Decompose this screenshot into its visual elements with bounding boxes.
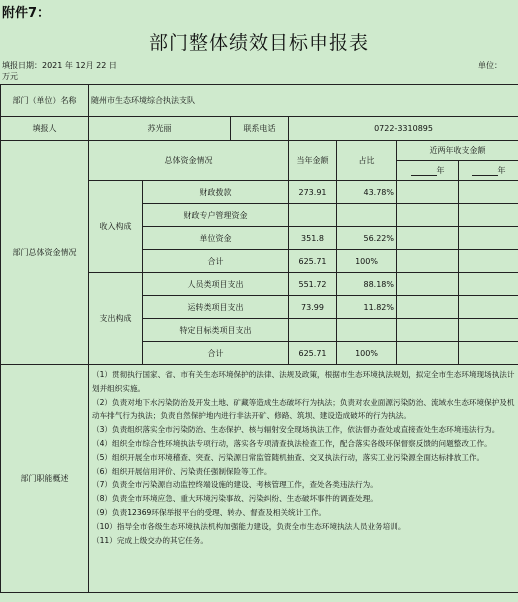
- expense-row-amount: [289, 319, 337, 342]
- funds-section-label: 部门总体资金情况: [1, 141, 89, 365]
- current-amount-header: 当年金额: [289, 141, 337, 181]
- empty-cell: [459, 319, 518, 342]
- empty-cell: [397, 273, 459, 296]
- expense-row-name: 合计: [143, 342, 289, 365]
- duty-item: （10）指导全市各级生态环境执法机构加强能力建设，负责全市生态环境执法人员业务培训。: [92, 521, 406, 531]
- expense-row-share: 100%: [337, 342, 397, 365]
- duty-item: （6）组织开展信用评价、污染责任强制保险等工作。: [92, 466, 272, 476]
- expense-label: 支出构成: [89, 273, 143, 365]
- phone-label: 联系电话: [231, 117, 289, 141]
- recent-years-header: 近两年收支金额: [397, 141, 518, 161]
- expense-row-share: 88.18%: [337, 273, 397, 296]
- duties-text: [89, 365, 518, 593]
- unit-label: 单位：: [478, 61, 502, 70]
- expense-row-share: [337, 319, 397, 342]
- empty-cell: [459, 204, 518, 227]
- share-header: 占比: [337, 141, 397, 181]
- expense-row-amount: 551.72: [289, 273, 337, 296]
- duty-item: （11）完成上级交办的其它任务。: [92, 535, 208, 545]
- expense-row-name: 特定目标类项目支出: [143, 319, 289, 342]
- empty-cell: [397, 227, 459, 250]
- empty-cell: [459, 273, 518, 296]
- empty-cell: [397, 296, 459, 319]
- income-row-name: 财政专户管理资金: [143, 204, 289, 227]
- filler-value: 苏光丽: [89, 117, 231, 141]
- income-row-name: 合计: [143, 250, 289, 273]
- income-row-amount: [289, 204, 337, 227]
- income-label: 收入构成: [89, 181, 143, 273]
- expense-row-name: 人员类项目支出: [143, 273, 289, 296]
- duty-item: （4）组织全市综合性环境执法专项行动，落实各专项清查执法检查工作，配合落实各级环保督察反馈的问题整改工作。: [92, 438, 492, 448]
- empty-cell: [397, 204, 459, 227]
- income-row-share: [337, 204, 397, 227]
- duty-item: （2）负责对地下水污染防治及开发土地、矿藏等造成生态破坏行为执法；负责对农业面源污染防治、流域水生态环境保护及机动车排气行为执法；负责自然保护地内进行非法开矿、修路、筑坝、建设造成破坏的行为执法。: [92, 397, 515, 421]
- duty-item: （7）负责全市污染源自动监控终端设施的建设、考核管理工作，查处各类违法行为。: [92, 480, 378, 490]
- empty-cell: [459, 296, 518, 319]
- department-value: 随州市生态环境综合执法支队: [89, 85, 518, 117]
- duty-item: （1）贯彻执行国家、省、市有关生态环境保护的法律、法规及政策，根据市生态环境执法规划，拟定全市生态环境现场执法计划并组织实施。: [92, 370, 515, 393]
- unit-value: 万元: [2, 72, 18, 81]
- expense-row-share: 11.82%: [337, 296, 397, 319]
- empty-cell: [459, 181, 518, 204]
- empty-cell: [459, 342, 518, 365]
- duties-label: 部门职能概述: [1, 365, 89, 593]
- empty-cell: [397, 342, 459, 365]
- duty-item: （5）组织开展全市环境稽查、突查、污染源日常监管随机抽查、交叉执法行动，落实工业污染源全面达标排放工作。: [92, 452, 485, 462]
- empty-cell: [397, 181, 459, 204]
- expense-row-amount: 625.71: [289, 342, 337, 365]
- department-label: 部门（单位）名称: [1, 85, 89, 117]
- phone-value: 0722-3310895: [289, 117, 518, 141]
- duty-item: （8）负责全市环境应急、重大环境污染事故、污染纠纷、生态破坏事件的调查处理。: [92, 494, 378, 504]
- year-b-header: 年: [459, 161, 518, 181]
- expense-row-amount: 73.99: [289, 296, 337, 319]
- fill-date: 填报日期：2021 年 12月 22 日: [2, 61, 117, 70]
- filler-label: 填报人: [1, 117, 89, 141]
- income-row-share: 100%: [337, 250, 397, 273]
- income-row-share: 56.22%: [337, 227, 397, 250]
- income-row-amount: 625.71: [289, 250, 337, 273]
- empty-cell: [459, 250, 518, 273]
- performance-table: [0, 84, 518, 593]
- empty-cell: [397, 250, 459, 273]
- empty-cell: [397, 319, 459, 342]
- duty-item: （9）负责12369环保举报平台的受理、转办、督查及相关统计工作。: [92, 507, 327, 517]
- year-a-header: 年: [397, 161, 459, 181]
- attachment-label: 附件7：: [2, 6, 51, 21]
- income-row-name: 财政拨款: [143, 181, 289, 204]
- empty-cell: [459, 227, 518, 250]
- form-title: 部门整体绩效目标申报表: [148, 32, 369, 54]
- income-row-amount: 351.8: [289, 227, 337, 250]
- funds-header: 总体资金情况: [89, 141, 289, 181]
- duty-item: （3）负责组织落实全市污染防治、生态保护、核与辐射安全现场执法工作，依法督办查处或直接查处生态环境违法行为。: [92, 425, 500, 435]
- expense-row-name: 运转类项目支出: [143, 296, 289, 319]
- income-row-share: 43.78%: [337, 181, 397, 204]
- income-row-name: 单位资金: [143, 227, 289, 250]
- income-row-amount: 273.91: [289, 181, 337, 204]
